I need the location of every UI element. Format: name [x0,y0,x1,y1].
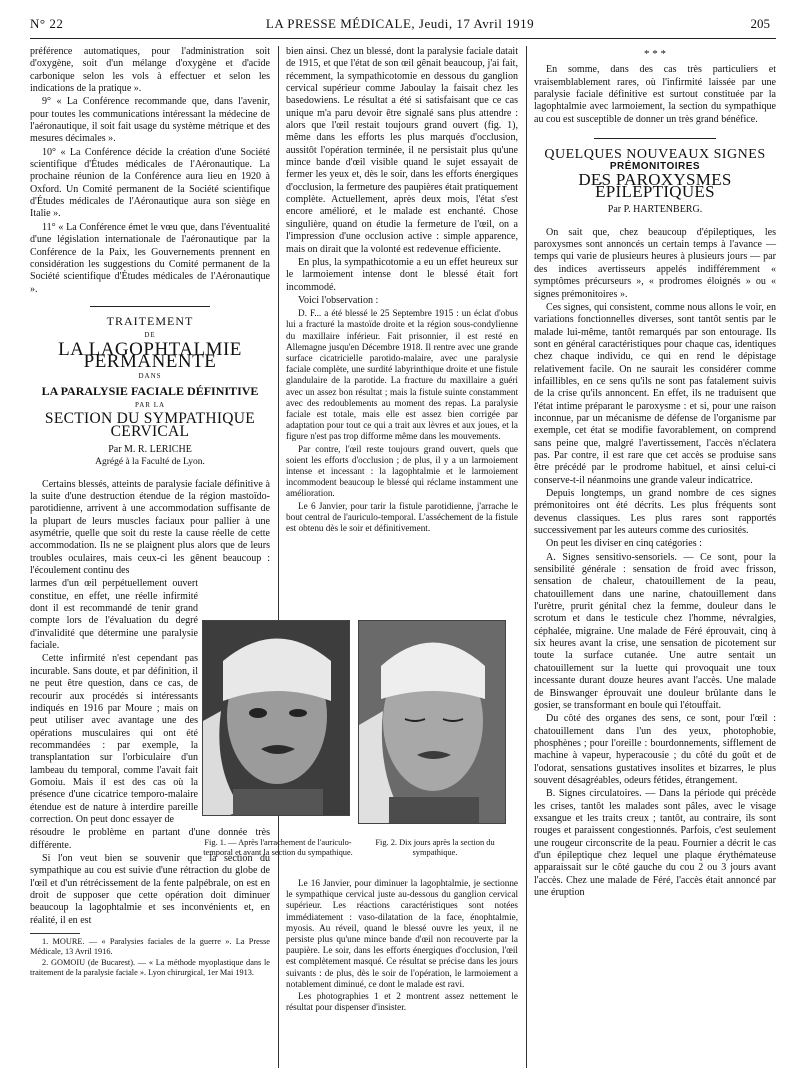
paragraph: Par contre, l'œil reste toujours grand ouvert, quels que soient les efforts d'occlusion ; de plus, il y a un larmoiement intense et incessant : la lagophtalmie et le larmoiement incommodent beaucoup le blessé qui réclame instamment une amélioration. [286,443,518,499]
affiliation: Agrégé à la Faculté de Lyon. [95,457,205,468]
author: Par M. R. LERICHE [108,443,192,455]
column-divider [278,46,279,1068]
issue-number: N° 22 [30,16,64,31]
figure-1-photo [202,620,350,816]
face-photo-icon [203,621,350,816]
title-connector: PAR LA [134,400,166,409]
figure-2-caption: Fig. 2. Dix jours après la section du sympathique. [375,838,495,857]
paragraph: A. Signes sensitivo-sensoriels. — Ce sont, pour la sensibilité générale : sensation de froid avec frisson, sensation de chaleur, chatouillement de la peau, chatouillement dans une narine, chatouillement dans l'urètre, prurit génital chez la femme, douleur dans le scrotum et dans le testicule chez l'homme, névralgies, céphalée, migraine. Une malade de Féré éprouvait, cinq à six heures avant la crise, une sensation de picotement sur toute la surface cutanée. Une autre sentait un chatouillement sur la luette qui provoquait une toux incessante durant douze heures avant l'accès. Une malade de Binswanger éprouvait une douleur brûlante dans le gosier, se transformant en boule qui l'étouffait. [534,551,776,711]
paragraph: Depuis longtemps, un grand nombre de ces signes prémonitoires ont été décrits. Les plus fréquents sont devenus classiques. Les plus rares sont rapportés successivement par les auteurs comme des curiosités. [534,488,776,537]
article-title [30,315,270,469]
figure-1-caption: Fig. 1. — Après l'arrachement de l'auriculo-temporal et avant la section du sympathique. [203,838,353,857]
observation [286,308,518,534]
header-rule [30,38,776,39]
paragraph: résoudre le problème en partant d'une donnée très différente. [30,827,270,851]
paragraph: 9° « La Conférence recommande que, dans l'avenir, pour toutes les communications intéressant la médecine de l'aéronautique, il soit fait usage du système métrique et des mesures décimales ». [30,96,270,145]
title-line: DES PAROXYSMES ÉPILEPTIQUES [578,169,732,202]
footnote: 1. MOURE. — « Paralysies faciales de la guerre ». La Presse Médicale, 13 Avril 1916. [30,937,270,957]
title-connector: DANS [138,372,162,381]
page-header [30,16,770,38]
paragraph: On sait que, chez beaucoup d'épileptiques, les paroxysmes sont annoncés un certain temps à l'avance — temps qui varie de plusieurs heures à plusieurs jours — par des indices avertisseurs appelés indifféremment « symptômes précurseurs », « prodromes éloignés » ou « signes prémonitoires ». [534,226,776,300]
paragraph: Voici l'observation : [298,294,379,306]
paragraph: Ces signes, qui consistent, comme nous allons le voir, en variations fonctionnelles diverses, sont tantôt sentis par le malade lui-même, tantôt remarqués par son entourage. Ils sont en général caractéristiques pour chaque cas, identiques chez chaque individu, ce qui en rend le dépistage relativement facile. On ne saurait les considérer comme infaillibles, en ce sens qu'ils ne sont pas fatalement suivis de la crise qu'ils annoncent. En effet, ils ne traduisent que l'état intime préparant le paroxysme : et si, pour une raison inconnue, par un mécanisme de défense de l'organisme par exemple, cet état se modifie favorablement, on comprend sans peine que, malgré l'avertissement, l'accès n'éclatera pas. Par contre, il est rare que cet accès se produise sans être précédé par le prodrome habituel, et ainsi celui-ci conserve-t-il néanmoins une grande valeur indicatrice. [534,301,776,486]
face-photo-icon [359,621,506,824]
paragraph: Le 16 Janvier, pour diminuer la lagophtalmie, je sectionne le sympathique cervical juste au-dessous du ganglion cervical supérieur. Les réactions caractéristiques sont notées immédiatement : vaso-dilatation de la face, énophtalmie, myosis. Au réveil, quand le blessé ouvre les yeux, il ne persiste plus qu'une mince bande d'œil non recouverte par la paupière. Le soir, dans les efforts énergiques d'occlusion, l'œil est complètement masqué. Ce résultat se précise dans les jours suivants : de plus, dès le soir de l'opération, le larmoiement a notablement diminué, ce dont le malade est ravi. [286,878,518,989]
author: Par P. HARTENBERG. [607,204,703,216]
paragraph: larmes d'un œil perpétuellement ouvert constitue, en effet, une réelle infirmité dont il est recommandé de tenir grand compte lors de l'évaluation du degré d'invalidité que détermine une paralysie faciale. [30,578,198,652]
column-3 [534,46,776,900]
section-rule [594,138,716,139]
paragraph: Cette infirmité n'est cependant pas incurable. Sans doute, et par définition, il ne peut être question, dans ce cas, de recourir aux procédés si intéressants indiqués en 1916 par Moure ; mais on peut utiliser avec avantage une des opérations musculaires qui ont été recommandées : par exemple, la transplantation sur l'orbiculaire d'un lambeau du temporal, comme l'avait fait Gomoiu. Mais il est des cas où la présence d'une cicatrice temporo-malaire étendue est de nature à interdire pareille correction. On peut donc essayer de [30,653,198,825]
title-line: LA PARALYSIE FACIALE DÉFINITIVE [41,383,259,398]
title-connector: DE [144,331,156,340]
section-rule [90,306,210,307]
section-separator: * * * [644,48,666,60]
paragraph: préférence automatiques, pour l'administration soit d'oxygène, soit d'un mélange d'oxygène et d'acide carbonique selon les vols à effectuer et selon les indications de la pratique ». [30,46,270,95]
title-line: LA LAGOPHTALMIE PERMANENTE [58,338,242,372]
paragraph: En plus, la sympathicotomie a eu un effet heureux sur le larmoiement intense dont le blessé était fort incommodé. [286,256,518,293]
paragraph: Du côté des organes des sens, ce sont, pour l'œil : chatouillement dans l'un des yeux, photophobie, phosphènes ; pour l'oreille : bourdonnements, sifflement de machine à vapeur, hyperacousie ; du côté du goût et de l'odorat, sensations gustatives insolites et bizarres, le plus souvent désagréables, odeurs fétides, étrangement. [534,713,776,786]
article-title [534,149,776,217]
wrapped-text [30,578,198,826]
paragraph: Si l'on veut bien se souvenir que la section du sympathique au cou est suivie d'une rétraction du globe de l'œil et d'un rétrécissement de la fente palpébrale, on est en droit de supposer que cette opération doit diminuer beaucoup la lagophtalmie et ses inconvénients et, en réalité, il en est [30,852,270,926]
footnote: 2. GOMOIU (de Bucarest). — « La méthode myoplastique dans le traitement de la paralysie faciale ». Lyon chirurgical, 1er Mai 1913. [30,958,270,978]
footnote-rule [30,933,80,934]
paragraph: Le 6 Janvier, pour tarir la fistule parotidienne, j'arrache le bout central de l'auriculo-temporal. L'asséchement de la fistule est obtenu dès le soir et définitivement. [286,500,518,534]
paragraph: B. Signes circulatoires. — Dans la période qui précède les crises, tantôt les malades sont pâles, avec le visage exsangue et les traits creux ; tantôt, au contraire, ils sont rouges et paraissent congestionnés. Parfois, c'est seulement une rougeur circonscrite de la peau. Fournier a décrit le cas d'un épileptique chez lequel une plaque érythémateuse apparaissait sur le côté gauche du cou 2 ou 3 jours avant l'accès. Chez une malade de Féré, l'accès était annoncé par une éruption [534,788,776,898]
title-line: PRÉMONITOIRES [609,161,701,173]
column-2-lower [286,878,518,1014]
paragraph: Certains blessés, atteints de paralysie faciale définitive à la suite d'une destruction étendue de la région mastoïdo-parotidienne, arrivent à une accommodation suffisante de la plupart de leurs muscles faciaux pour pallier à une asymétrie, quelle que soit du reste la cause réelle de cette accommodation. Ils ne se plaignent plus alors que de leurs troubles oculaires, mais ceux-ci les gênent beaucoup : l'écoulement continu des [30,478,270,577]
paragraph: 11° « La Conférence émet le vœu que, dans l'éventualité d'une législation internationale de l'aéronautique par la Conférence de la Paix, les Gouvernements prennent en considération les suggestions du Comité permanent de la Société scientifique d'Études médicales de l'Aéronautique ». [30,221,270,295]
paragraph: 10° « La Conférence décide la création d'une Société scientifique d'Études médicales de l'Aéronautique. La prochaine réunion de la Conférence aura lieu en 1920 à Oxford. Un Comité permanent de la Société scientifique d'Études médicales de l'Aéronautique aura son siège en Italie ». [30,146,270,220]
paragraph: En somme, dans des cas très particuliers et vraisemblablement rares, où l'infirmité laissée par une paralysie faciale définitive est surtout constituée par la lagophtalmie avec larmoiement, la section du sympathique au cou est susceptible de donner un très grand bénéfice. [534,64,776,125]
column-2 [286,46,518,535]
page-number: 205 [750,16,770,31]
title-line: QUELQUES NOUVEAUX SIGNES [544,147,766,163]
column-divider [526,46,527,1068]
journal-title: LA PRESSE MÉDICALE, Jeudi, 17 Avril 1919 [265,16,535,31]
title-line: TRAITEMENT [106,313,194,328]
paragraph: On peut les diviser en cinq catégories : [546,538,702,550]
title-line: SECTION DU SYMPATHIQUE CERVICAL [44,410,256,440]
paragraph: bien ainsi. Chez un blessé, dont la paralysie faciale datait de 1915, et que l'état de son œil gênait beaucoup, j'ai fait, récemment, la sympathicotomie en dessous du ganglion cervical supérieur comme Jaboulay la faisait chez les basedowiens. Le résultat a été si satisfaisant que ce cas unique m'a paru devoir être signalé sans plus attendre : alors que l'œil restait toujours grand ouvert (fig. 1), même dans les efforts les plus marqués d'occlusion, aussitôt l'opération terminée, il ne persistait plus qu'une mince bande d'œil visible quand le sujet essayait de fermer les yeux et, dès le soir, dans les efforts énergiques d'occlusion, la fermeture des paupières était pratiquement complète. Actuellement, après deux mois, l'état s'est encore amélioré, et le malade est enchanté. Chose singulière, quand on étudie la fermeture de l'œil, on a l'impression d'une occlusion active : simple apparence, mais on dirait que la volonté est redevenue efficiente. [286,46,518,255]
figure-2-photo [358,620,506,824]
paragraph: D. F... a été blessé le 25 Septembre 1915 : un éclat d'obus lui a fracturé la mastoïde droite et la région sous-condylienne du maxillaire inférieur. Fait prisonnier, il est resté en Allemagne jusqu'en Décembre 1918. Il rentre avec une grande surface cicatricielle parotido-malaire, avec une paralysie faciale complète, une surdité labyrinthique droite et une fistule glandulaire de la parotide. La fracture du maxillaire a guéri avec un assez bon résultat ; mais la fistule suinte constamment avec des redoublements au moment des repas. La paralysie faciale est totale, mais elle est assez bien corrigée par adaptation pour tout ce qui a trait aux lèvres et aux joues, et la figure n'est pas trop difforme même dans les mouvements. [286,308,518,442]
paragraph: Les photographies 1 et 2 montrent assez nettement le résultat pour dispenser d'insister. [286,991,518,1013]
